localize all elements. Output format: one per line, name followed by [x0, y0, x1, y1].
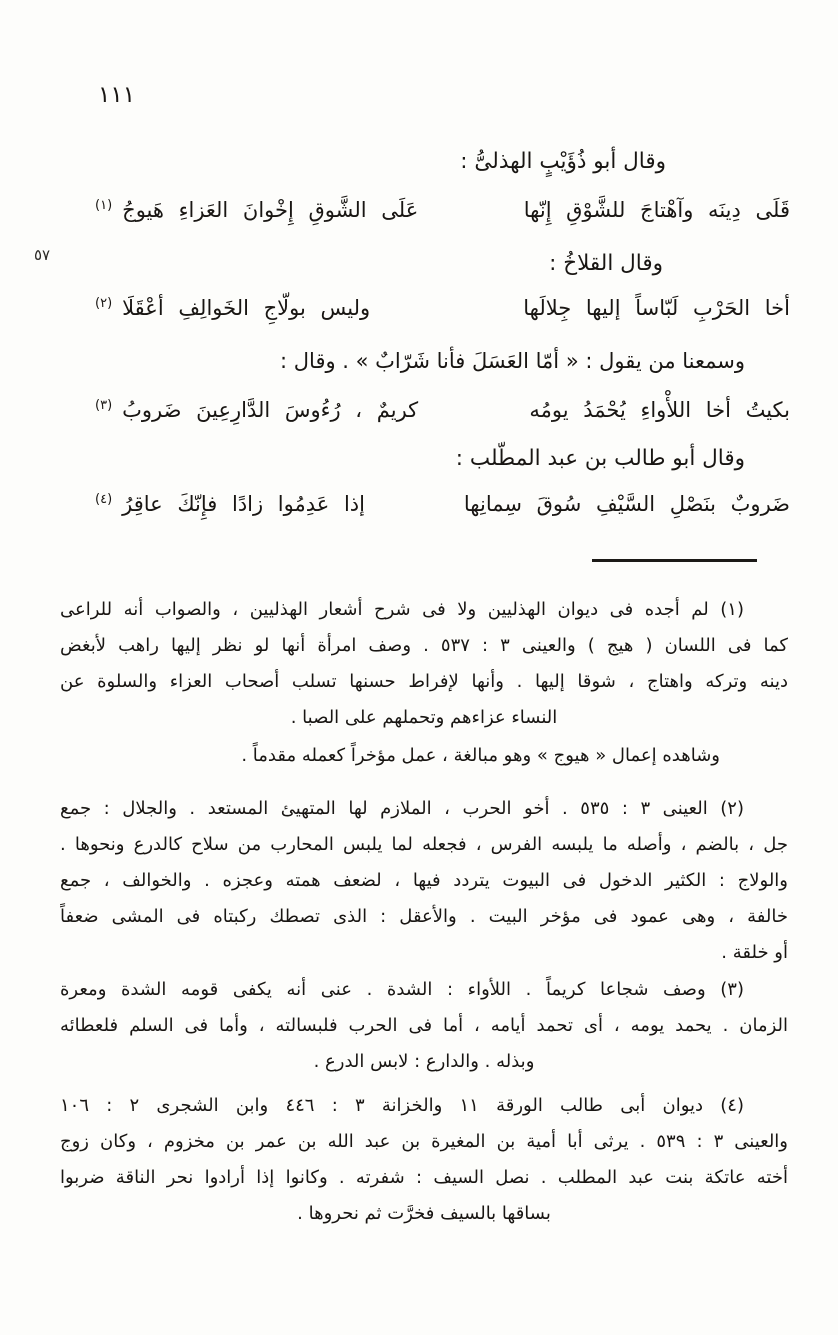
- verse-1-right-hemistich: قَلَى دِينَه وآهْتاجَ للشَّوْقِ إِنّها: [523, 198, 790, 222]
- margin-folio-number: ٥٧: [34, 246, 51, 264]
- verse-line-4: [95, 482, 790, 522]
- verse-3-left-text: كريمٌ ، رُءُوسَ الدَّارِعِينَ ضَروبُ: [122, 398, 419, 422]
- verse-4-left-hemistich: [95, 482, 365, 522]
- footnote-1-addendum: وشاهده إعمال « هيوج » وهو مبالغة ، عمل مؤخراً كعمله مقدماً .: [241, 745, 720, 766]
- footnote-1-line: دينه وتركه واهتاج ، شوقا إليها . وأنها لإفراط حسنها تسلب أصحاب العزاء والسلوة عن: [60, 671, 788, 692]
- verse-line-2: [95, 286, 790, 326]
- verse-4-right-hemistich: ضَروبٌ بنَصْلِ السَّيْفِ سُوقَ سِمانِها: [463, 492, 790, 516]
- footnote-1-line: (١) لم أجده فى ديوان الهذليين ولا فى شرح أشعار الهذليين ، والصواب أنه للراعى: [60, 599, 744, 620]
- verse-1-left-text: عَلَى الشَّوقِ إِخْوانَ العَزاءِ هَيوجُ: [122, 198, 419, 222]
- poet-heading-abu-talib: وقال أبو طالب بن عبد المطّلب :: [455, 446, 745, 471]
- footnote-1: [60, 592, 788, 736]
- verse-2-left-hemistich: [95, 286, 370, 326]
- footnote-1-line: النساء عزاءهم وتحملهم على الصبا .: [290, 707, 558, 728]
- footnote-1-line: كما فى اللسان ( هيج ) والعينى ٣ : ٥٣٧ . وصف امرأة أنها لو نظر إليها راهب لأبغض: [60, 635, 788, 656]
- verse-line-3: [95, 388, 790, 428]
- footnote-2-line: جل ، بالضم ، وأصله ما يلبسه الفرس ، فجعله لما يلبس المحارب من سلاح كالدرع ونحوها .: [60, 834, 788, 855]
- page-number: ١١١: [98, 82, 136, 108]
- footnote-ref-1: (١): [95, 198, 113, 213]
- footnote-4-line: والعينى ٣ : ٥٣٩ . يرثى أبا أمية بن المغيرة بن عبد الله بن عمر بن مخزوم ، وكان زوج: [60, 1131, 788, 1152]
- footnote-3-line: الزمان . يحمد يومه ، أى تحمد أيامه ، أما فى الحرب فلبسالته ، وأما فى السلم فلعطائه: [60, 1015, 788, 1036]
- poet-heading-qulakh: وقال القلاخُ :: [549, 251, 663, 276]
- verse-4-left-text: إذا عَدِمُوا زادًا فإِنّكَ عاقِرُ: [122, 492, 365, 516]
- footnote-2-line: (٢) العينى ٣ : ٥٣٥ . أخو الحرب ، الملازم لها المتهيئ المستعد . والجلال : جمع: [60, 798, 744, 819]
- footnote-2: [60, 791, 788, 971]
- footnote-separator-rule: [592, 559, 757, 562]
- footnote-ref-4: (٤): [95, 492, 113, 507]
- verse-3-left-hemistich: [95, 388, 418, 428]
- footnote-4-line: (٤) ديوان أبى طالب الورقة ١١ والخزانة ٣ : ٤٤٦ وابن الشجرى ٢ : ١٠٦: [60, 1095, 744, 1116]
- footnote-ref-2: (٢): [95, 296, 113, 311]
- footnote-3-line: وبذله . والدارع : لابس الدرع .: [313, 1051, 535, 1072]
- footnote-3: [60, 972, 788, 1080]
- footnote-3-line: (٣) وصف شجاعا كريماً . اللأواء : الشدة . عنى أنه يكفى قومه الشدة ومعرة: [60, 979, 744, 1000]
- poet-heading-abu-dhuayb: وقال أبو ذُؤَيْبٍ الهذلىُّ :: [460, 149, 666, 174]
- verse-2-right-hemistich: أخا الحَرْبِ لَبّاساً إليها جِلالَها: [523, 296, 790, 320]
- footnote-4-line: أخته عاتكة بنت عبد المطلب . نصل السيف : شفرته . وكانوا إذا أرادوا نحر الناقة ضربوا: [60, 1167, 788, 1188]
- verse-2-left-text: وليس بولّاجِ الخَوالِفِ أعْقَلَا: [122, 296, 371, 320]
- footnote-2-line: أو خلقة .: [721, 942, 788, 963]
- footnote-4-line: بساقها بالسيف فخرَّت ثم نحروها .: [297, 1203, 551, 1224]
- footnote-4: [60, 1088, 788, 1232]
- verse-1-left-hemistich: [95, 188, 418, 228]
- footnote-ref-3: (٣): [95, 398, 113, 413]
- footnote-2-line: والولاج : الكثير الدخول فى البيوت يتردد فيها ، لضعف همته وعجزه . والخوالف ، جمع: [60, 870, 788, 891]
- prose-line-sami3na: وسمعنا من يقول : « أمّا العَسَلَ فأنا شَرّابٌ » . وقال :: [280, 349, 745, 373]
- footnote-2-line: خالفة ، وهى عمود فى مؤخر البيت . والأعقل : الذى تصطك ركبتاه فى المشى ضعفاً: [60, 906, 788, 927]
- verse-line-1: [95, 188, 790, 228]
- verse-3-right-hemistich: بكيتُ أخا اللأْواءِ يُحْمَدُ يومُه: [529, 398, 790, 422]
